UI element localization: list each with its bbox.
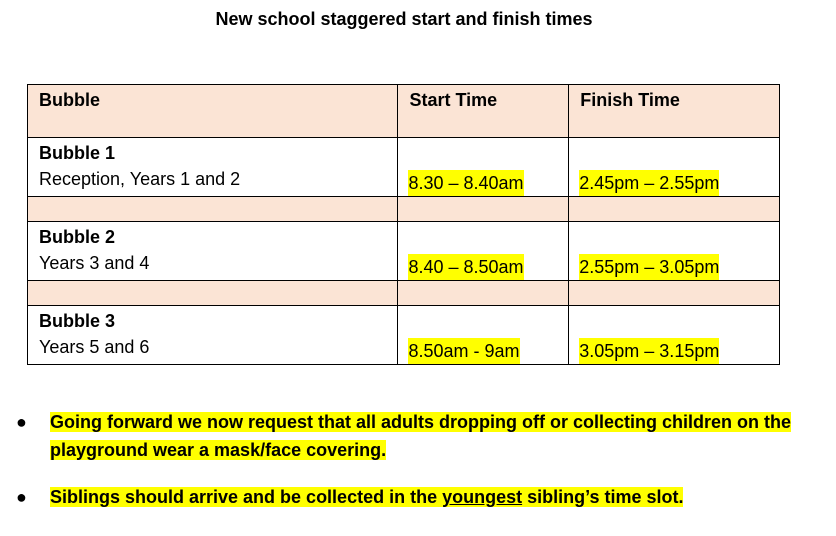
bubble-years: Years 3 and 4 bbox=[39, 253, 150, 273]
header-bubble: Bubble bbox=[28, 85, 398, 138]
start-time-cell bbox=[398, 306, 569, 365]
finish-time-cell bbox=[569, 222, 780, 281]
siblings-notice-end: sibling’s time slot. bbox=[522, 487, 684, 507]
finish-time-cell bbox=[569, 138, 780, 197]
spacer-row bbox=[28, 197, 780, 222]
youngest-emphasis: youngest bbox=[442, 487, 523, 507]
bubble-name: Bubble 1 bbox=[39, 143, 116, 163]
bubble-name: Bubble 3 bbox=[39, 311, 116, 331]
bubble-cell bbox=[28, 138, 398, 197]
list-item bbox=[0, 483, 836, 511]
siblings-notice bbox=[50, 487, 683, 507]
spacer-row bbox=[28, 281, 780, 306]
start-time-cell bbox=[398, 138, 569, 197]
start-time: 8.50am - 9am bbox=[408, 338, 519, 364]
table-row bbox=[28, 222, 780, 281]
mask-notice: Going forward we now request that all adults dropping off or collecting children on the playground wear a mask/face covering. bbox=[50, 412, 792, 460]
start-time: 8.30 – 8.40am bbox=[408, 170, 523, 196]
bubble-years: Reception, Years 1 and 2 bbox=[39, 169, 241, 189]
start-time: 8.40 – 8.50am bbox=[408, 254, 523, 280]
page-title: New school staggered start and finish times bbox=[215, 9, 593, 29]
table-row bbox=[28, 306, 780, 365]
bullet-icon: ● bbox=[16, 487, 27, 507]
finish-time: 3.05pm – 3.15pm bbox=[579, 338, 719, 364]
finish-time-cell bbox=[569, 306, 780, 365]
notes-list bbox=[0, 408, 836, 530]
bullet-icon: ● bbox=[16, 412, 27, 432]
table-header-row bbox=[28, 85, 780, 138]
list-item bbox=[0, 408, 836, 464]
finish-time: 2.55pm – 3.05pm bbox=[579, 254, 719, 280]
bubble-cell bbox=[28, 306, 398, 365]
header-finish-time: Finish Time bbox=[569, 85, 780, 138]
times-table bbox=[27, 84, 780, 365]
start-time-cell bbox=[398, 222, 569, 281]
bubble-cell bbox=[28, 222, 398, 281]
siblings-notice-start: Siblings should arrive and be collected in the bbox=[50, 487, 443, 507]
bubble-years: Years 5 and 6 bbox=[39, 337, 150, 357]
finish-time: 2.45pm – 2.55pm bbox=[579, 170, 719, 196]
table-row bbox=[28, 138, 780, 197]
header-start-time: Start Time bbox=[398, 85, 569, 138]
bubble-name: Bubble 2 bbox=[39, 227, 116, 247]
